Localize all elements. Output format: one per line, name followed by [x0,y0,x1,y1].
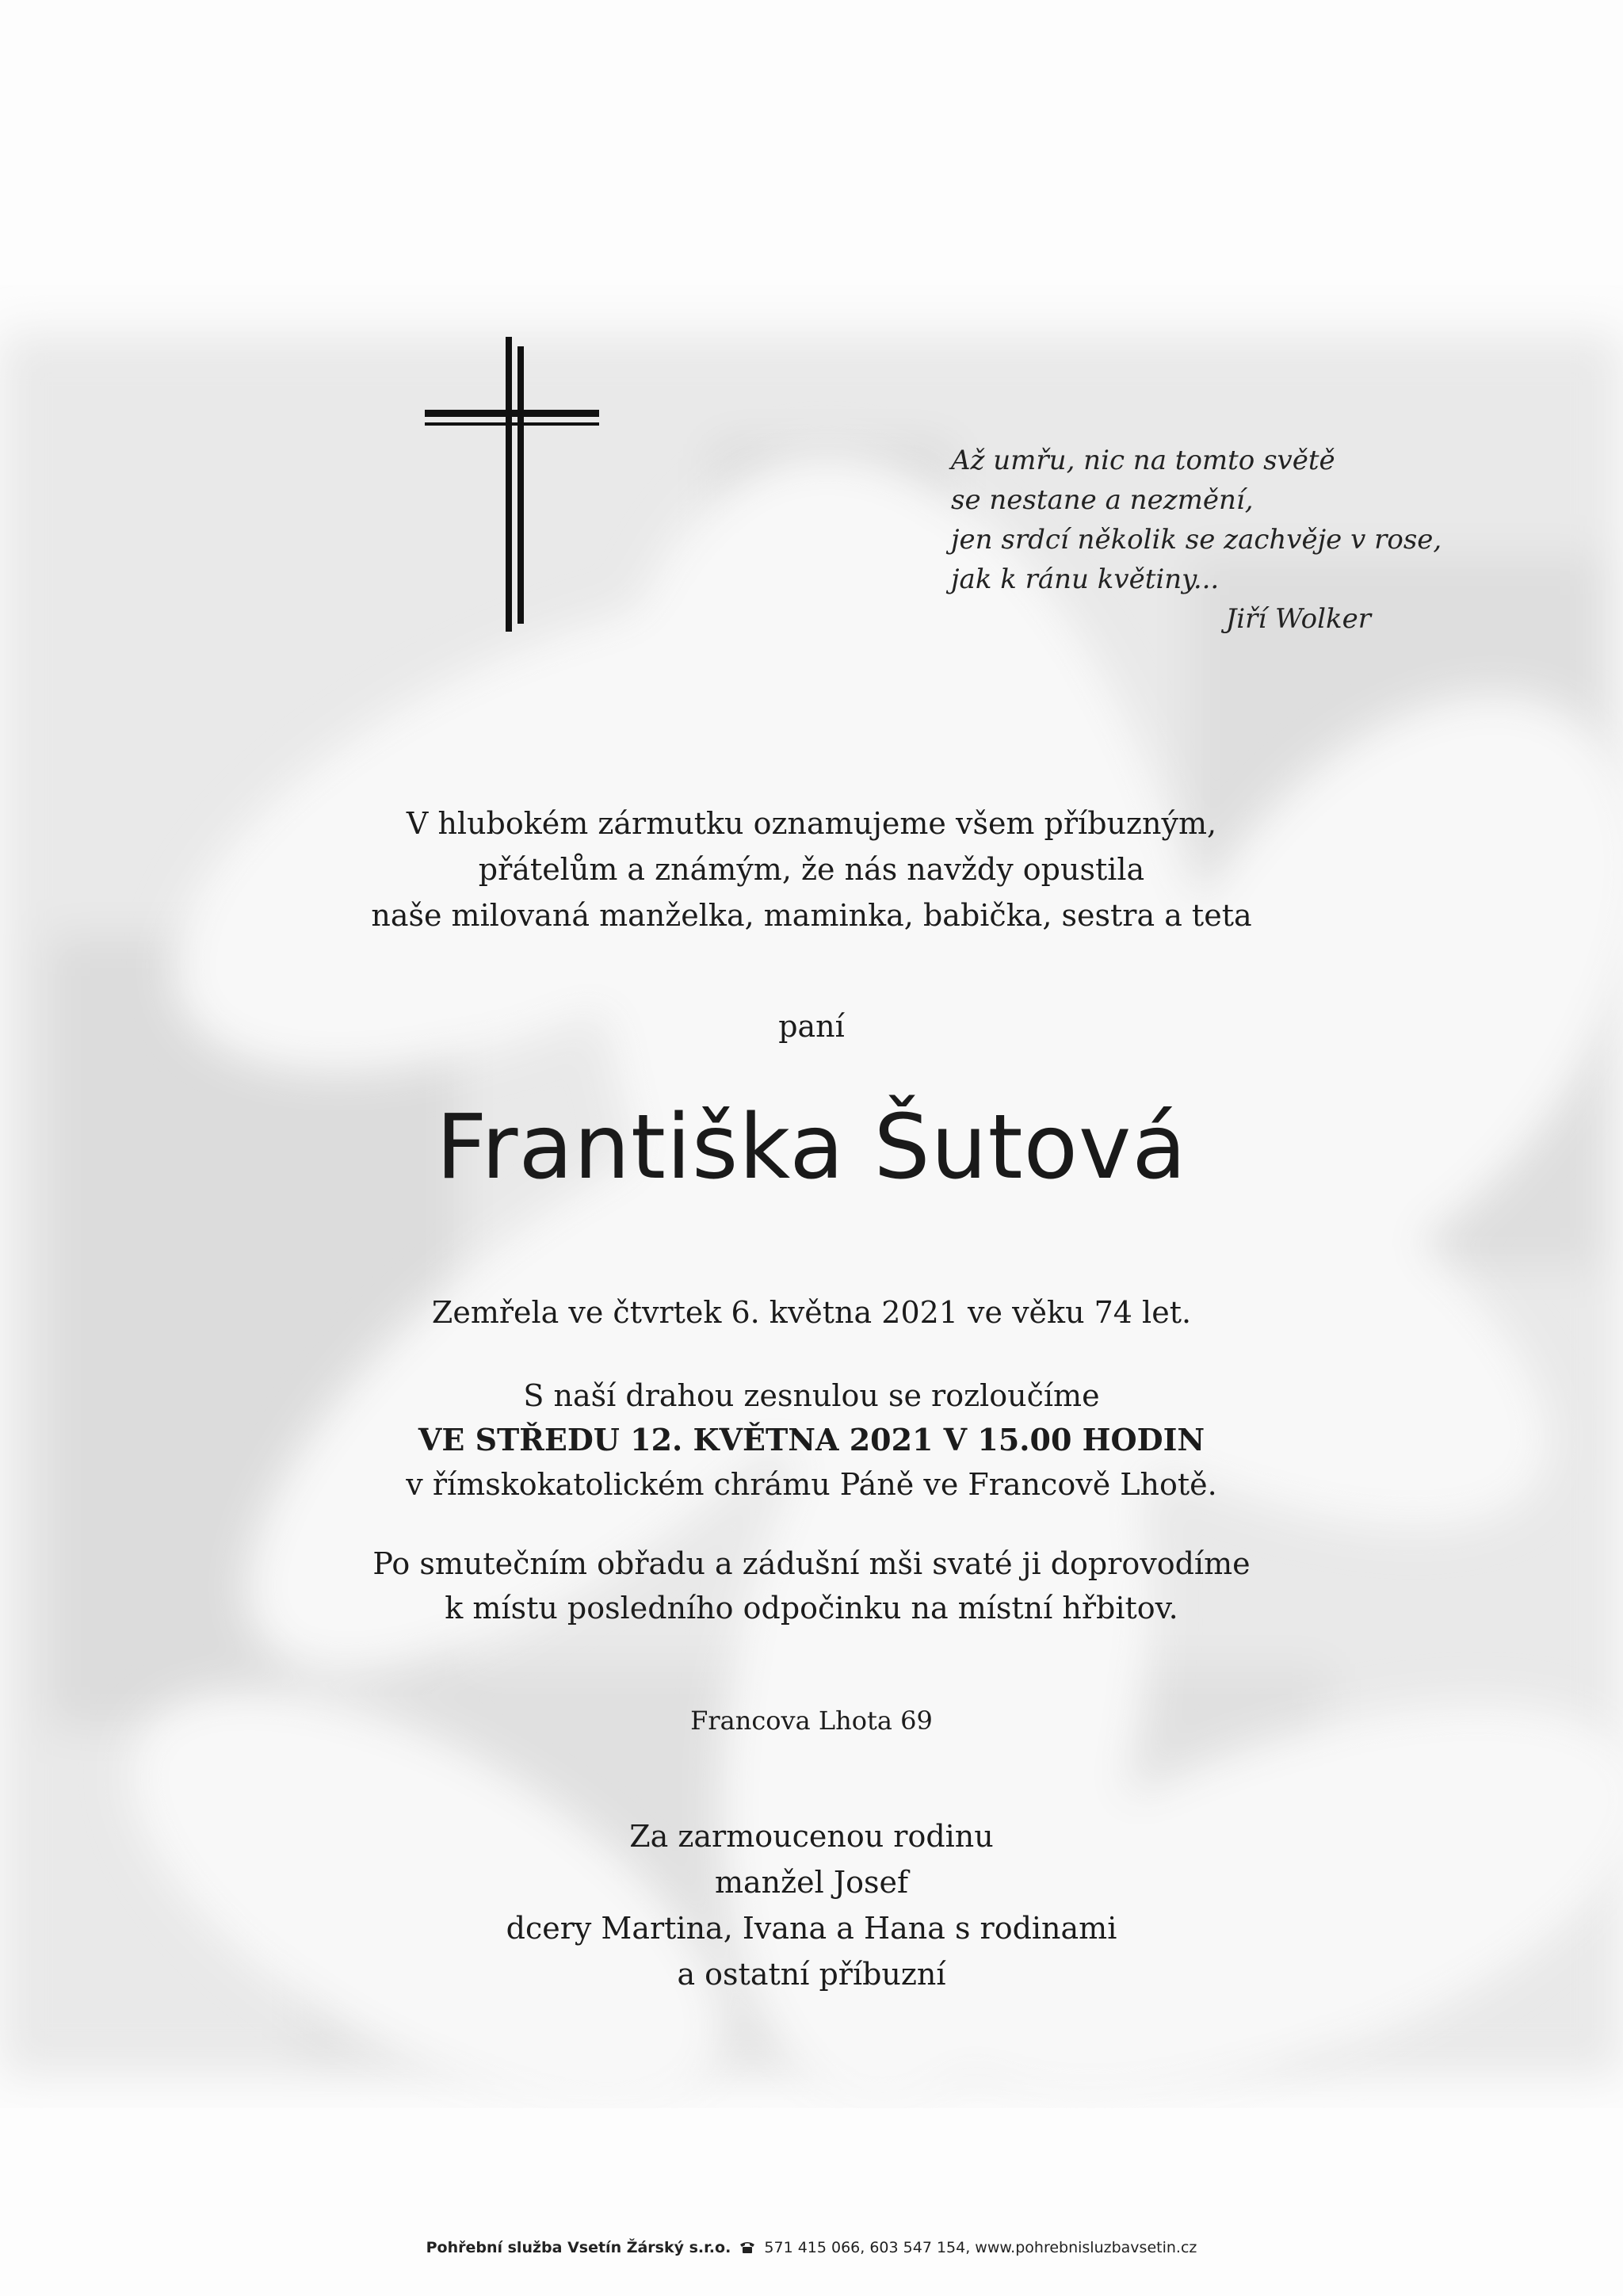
farewell-info [0,1373,1623,1507]
deceased-name: Františka Šutová [436,1096,1187,1199]
after-ceremony-line: Po smutečním obřadu a zádušní mši svaté ji doprovodíme [372,1546,1251,1581]
announcement-line: naše milovaná manželka, maminka, babička, sestra a teta [371,898,1252,933]
address: Francova Lhota 69 [690,1706,933,1736]
footer [0,2237,1623,2259]
cross-icon [418,337,605,632]
announcement-text [0,800,1623,938]
farewell-line: S naší drahou zesnulou se rozloučíme [523,1378,1100,1413]
announcement-line: přátelům a známým, že nás navždy opustila [478,852,1145,887]
after-ceremony-line: k místu posledního odpočinku na místní hřbitov. [445,1591,1178,1626]
family-line: dcery Martina, Ivana a Hana s rodinami [506,1911,1117,1946]
quote-line: jen srdcí několik se zachvěje v rose, [951,524,1442,556]
farewell-place: v římskokatolickém chrámu Páně ve Francově Lhotě. [406,1467,1217,1502]
family-line: Za zarmoucenou rodinu [629,1819,994,1854]
family-signature [0,1813,1623,1997]
quote-line: Až umřu, nic na tomto světě [951,445,1335,476]
family-line: a ostatní příbuzní [677,1957,946,1992]
announcement-line: V hlubokém zármutku oznamujeme všem příbuzným, [406,806,1217,841]
footer-contacts: 571 415 066, 603 547 154, www.pohrebnisluzbavsetin.cz [764,2239,1197,2256]
farewell-date-time: VE STŘEDU 12. KVĚTNA 2021 V 15.00 HODIN [418,1422,1205,1457]
after-ceremony-text [0,1541,1623,1630]
footer-company: Pohřební služba Vsetín Žárský s.r.o. [426,2239,731,2256]
death-info: Zemřela ve čtvrtek 6. května 2021 ve věku 74 let. [431,1295,1192,1330]
salutation: paní [778,1009,845,1044]
quote-author: Jiří Wolker [1225,603,1371,635]
phone-icon [739,2240,756,2254]
quote-line: se nestane a nezmění, [951,484,1254,516]
family-line: manžel Josef [714,1865,909,1900]
poem-quote [951,441,1442,639]
quote-line: jak k ránu květiny... [951,563,1220,595]
